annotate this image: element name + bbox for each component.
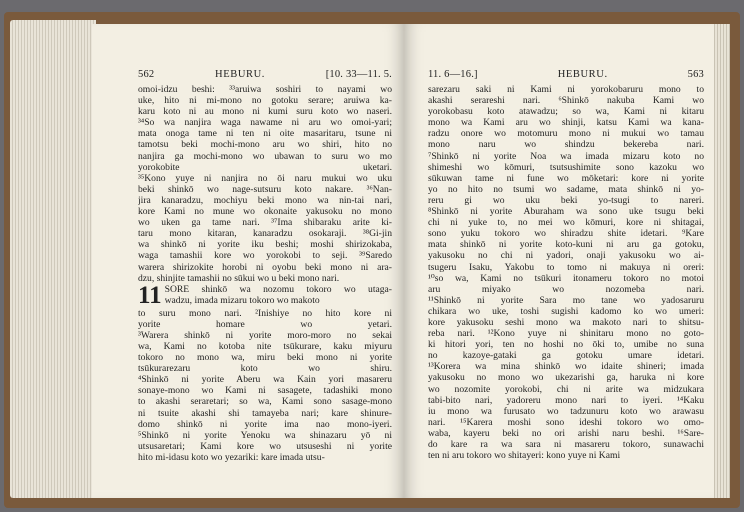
text-line: ⁵Shinkō ni yorite Yenoku wa shinazaru yō ni	[138, 429, 392, 441]
text-line: radzu onore wo motomuru mono ni mukui wo tamau	[428, 128, 704, 140]
text-line: jira kanaradzu, mochiyu beki mono wa nin-tai nari,	[138, 194, 392, 206]
text-line: warera shirizokite horobi ni oyobu beki mono ni ara-	[138, 261, 392, 273]
chapter-number: 11	[138, 281, 162, 309]
text-line: tsūkurarezaru koto wo shiru.	[138, 363, 392, 375]
left-text-block	[138, 84, 392, 284]
text-line: kore yakusoku seshi mono wa makoto nari to shitsu-	[428, 316, 704, 328]
text-line: reru gi wo uku beki yo-tsugi to nareri.	[428, 194, 704, 206]
running-title: HEBURU.	[215, 69, 266, 80]
text-line: ¹³Korera wa mina shinkō wo idaite shineri; imada	[428, 361, 704, 373]
text-line: yorokobasu koto atawadzu; so wa, Kami ni kitaru	[428, 106, 704, 118]
text-line: ¹¹Shinkō ni yorite Sara mo tane wo yadosaruru	[428, 294, 704, 306]
text-line: omoi-idzu beshi: ³³aruiwa soshiri to nayami wo	[138, 84, 392, 95]
text-line: tokoro no mono wa, miru beki mono ni yorite	[138, 352, 392, 364]
chapter-opening-lines	[165, 284, 392, 308]
text-line: yorokobite uketari.	[138, 161, 392, 173]
page-number: 563	[687, 69, 704, 80]
text-line: dzu, shinjite tamashii no sūkui wo u beki mono nari.	[138, 272, 340, 284]
text-line: mono wa Kami aru wo shinji, katsu Kami wa kana-	[428, 117, 704, 129]
left-text-block-continued	[138, 308, 392, 463]
text-line: sarezaru saki ni Kami ni yorokobaruru mono to	[428, 84, 704, 95]
text-line: tsugeru Isaku, Yakobu to tomo ni makuya ni oreri:	[428, 261, 704, 273]
text-line: tabi-bito nari, yadoreru mono nari to iyeri. ¹⁴Kaku	[428, 394, 704, 406]
text-line: nanjira ga mochi-mono wo ubawan to suru wo mo	[138, 150, 392, 162]
text-line: akashi serareshi nari. ⁶Shinkō nakuba Kami wo	[428, 95, 704, 107]
text-line: ³Warera shinkō ni yorite moro-moro no sekai	[138, 329, 392, 341]
text-line: taru mono kitaran, kanaradzu osokaraji. ³⁸Gi-jin	[138, 228, 392, 240]
text-line: waba, kayeru beki no ori arishi naru beshi. ¹⁶Sare-	[428, 427, 704, 439]
text-line: shimeshi wo kōmuri, tsutsushimite sono kazoku wo	[428, 161, 704, 173]
text-line: nari. ¹⁵Karera moshi sono ideshi tokoro wo omo-	[428, 416, 704, 428]
text-line: ⁷Shinkō ni yorite Noa wa imada mizaru koto no	[428, 150, 704, 162]
text-line: ki hitori yori, ten no hoshi no ōki to, umibe no suna	[428, 339, 704, 351]
page-edges-left	[10, 20, 96, 498]
text-line: ni tsuite akashi shi tamayeba nari; kare shinure-	[138, 407, 392, 419]
left-page-header	[138, 68, 392, 82]
text-line: yakusoku no chi ni yadori, onaji yakusoku wo ai-	[428, 250, 704, 262]
running-title: HEBURU.	[557, 69, 608, 80]
text-line: ⁴Shinkō ni yorite Aberu wa Kain yori masareru	[138, 374, 392, 386]
verse-range: 11. 6—16.]	[428, 69, 478, 80]
text-line: mono naru wo shindzu bekereba nari.	[428, 139, 704, 151]
page-number: 562	[138, 69, 155, 80]
right-page-header	[428, 68, 704, 82]
text-line: utsusaretari; Kami kore wo utsuseshi ni yorite	[138, 440, 392, 452]
text-line: yorite homare wo yetari.	[138, 318, 392, 330]
text-line: wa, Kami no kotoba nite tsūkurare, kaku miyuru	[138, 340, 392, 352]
text-line: chikara wo uke, toshi sugishi kadomo ko wo umeri:	[428, 305, 704, 317]
text-line: iu mono wa furusato wo tadzunuru koto wo arawasu	[428, 405, 704, 417]
text-line: sono yuku tokoro wo shiradzu shite idetari. ⁹Kare	[428, 228, 704, 240]
right-page	[404, 24, 714, 498]
text-line: no kazoye-gataki ga gotoku umare idetari.	[428, 350, 704, 362]
text-line: reba nari. ¹²Kono yuye ni shinitaru mono no goto-	[428, 328, 704, 340]
text-line: ten ni aru tokoro wo shitayeri: kono yuye ni Kami	[428, 450, 621, 462]
text-line: mata shinkō ni yorite koto-kuni ni aru ga gotoku,	[428, 239, 704, 251]
text-line: beki shinkō wo nage-sutsuru koto nakare. ³⁶Nan-	[138, 183, 392, 195]
text-line: wadzu, imada mizaru tokoro wo makoto	[164, 294, 320, 306]
text-line: ¹⁰so wa, Kami no tsūkuri itonameru tokoro no motoi	[428, 272, 704, 284]
text-line: wo nozomite yorokobi, chi ni arite wa midzukara	[428, 383, 704, 395]
text-line: SORE shinkō wa nozomu tokoro wo utaga-	[164, 283, 392, 295]
text-line: to akashi seraretari; so wa, Kami sono sasage-mono	[138, 396, 392, 408]
text-line: karu koto ni au mono ni kumi suru koto wo naseri.	[138, 106, 392, 118]
text-line: waga tamashii kore wo yorokobi to seji. ³⁹Saredo	[138, 250, 392, 262]
right-text-block	[428, 84, 704, 461]
text-line: mata onoga tame ni ten ni oite masaritaru, tsune ni	[138, 128, 392, 140]
text-line: kore Kami no mune wo okonaite yakusoku no mono	[138, 206, 392, 218]
text-line: uke, hito ni mi-mono no gotoku serare; aruiwa ka-	[138, 95, 392, 107]
verse-range: [10. 33—11. 5.	[325, 69, 392, 80]
text-line: wa shinkō ni yorite iku beshi; moshi shirizokaba,	[138, 239, 392, 251]
text-line: yo no hito no tsumi wo sadame, mata shinkō ni yo-	[428, 183, 704, 195]
page-edges-right	[712, 24, 730, 498]
text-line: wo uken ga tame nari. ³⁷Ima shibaraku arite ki-	[138, 217, 392, 229]
text-line: tamotsu beki mochi-mono aru wo shiri, hito no	[138, 139, 392, 151]
left-page	[92, 24, 404, 498]
text-line: to suru mono nari. ²Inishiye no hito kore ni	[138, 307, 392, 319]
text-line: ⁸Shinkō ni yorite Aburaham wa sono uke tsugu beki	[428, 206, 704, 218]
text-line: yakusoku no mono wo ukezarishi ga, haruka ni kore	[428, 372, 704, 384]
text-line: do kare ra wa sara ni masareru tokoro, sunawachi	[428, 439, 704, 450]
text-line: ³⁵Kono yuye ni nanjira no ōi naru mukui wo uku	[138, 172, 392, 184]
text-line: sonaye-mono wo Kami ni sasagete, tadashiki mono	[138, 385, 392, 397]
text-line: hito mi-idasu koto wo yezariki: kare imada utsu-	[138, 451, 325, 463]
chapter-start	[138, 281, 392, 309]
text-line: chi ni yuke to, no mei wo kōmuri, kore ni shitagai,	[428, 217, 704, 229]
text-line: sūkuwan tame ni fune wo mōketari: kore ni yorite	[428, 172, 704, 184]
text-line: aru miyako wo nozomeba nari.	[428, 283, 704, 295]
text-line: domo shinkō ni yorite ima nao mono-iyeri.	[138, 418, 392, 430]
text-line: ³⁴So wa nanjira waga nawame ni aru wo omoi-yari;	[138, 117, 392, 129]
